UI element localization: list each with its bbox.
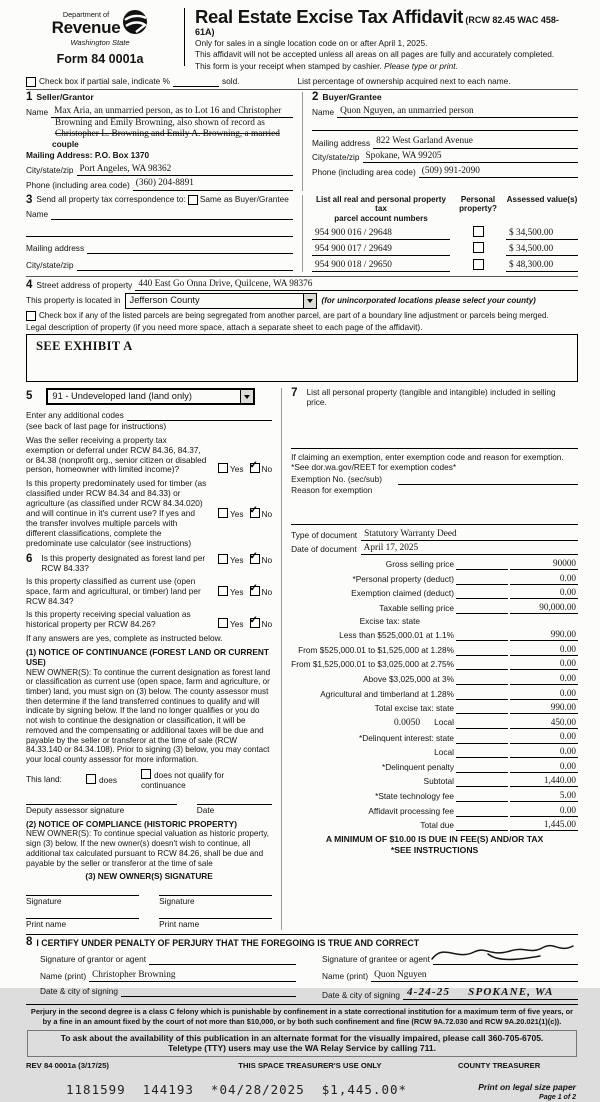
parcel-row xyxy=(312,242,578,256)
dept-of-label: Department of xyxy=(62,10,110,19)
parcel-value-field[interactable]: $ 34,500.00 xyxy=(506,244,578,256)
rcw-reference: (RCW 82.45 WAC 458-61A) xyxy=(195,15,559,37)
seller-buyer-band xyxy=(26,89,578,191)
section-6-forest-question: 6 Is this property designated as forest land per RCW 84.33? Yes ✓ No xyxy=(26,554,272,574)
chevron-down-icon[interactable] xyxy=(303,294,316,307)
county-note: (for unincorporated locations please select your county) xyxy=(321,296,536,306)
section-7-tax-column xyxy=(281,388,578,930)
chevron-down-icon[interactable] xyxy=(240,390,253,403)
subtitle-3: This form is your receipt when stamped by cashier. Please type or print. xyxy=(195,60,458,71)
same-as-buyer-label: Same as Buyer/Grantee xyxy=(199,194,289,205)
doc-type-label: Type of document xyxy=(291,529,358,540)
header-divider xyxy=(184,8,185,66)
tax-value-field[interactable]: 0.00 xyxy=(510,746,578,758)
grantor-name-field[interactable]: Christopher Browning xyxy=(89,970,296,982)
section-5-number: 5 xyxy=(26,389,33,402)
seller-name-line4: couple xyxy=(52,139,79,150)
tax-value-field[interactable]: 1,440.00 xyxy=(510,775,578,787)
street-address-field[interactable]: 440 East Go Onna Drive, Quilcene, WA 98376 xyxy=(135,279,578,291)
tax-value-field[interactable]: 90,000.00 xyxy=(510,602,578,614)
grantee-signature-label: Signature of grantee or agent xyxy=(322,954,430,965)
land-qualify-row: This land: does does not qualify for continuance xyxy=(26,769,225,790)
grantee-signature-block xyxy=(322,950,578,1001)
q-no-checkbox-checked[interactable] xyxy=(250,586,260,596)
seller-mailing-address: Mailing Address: P.O. Box 1370 xyxy=(26,150,150,161)
section-3-number: 3 xyxy=(26,193,33,206)
tax-row-excise-state-header: Excise tax: state xyxy=(359,615,420,626)
tax-row-agricultural: Agricultural and timberland at 1.28% 0.00 xyxy=(320,687,576,699)
parcel-number-field[interactable]: 954 900 018 / 29650 xyxy=(312,260,450,272)
tax-row-local: 0.0050 Local 450.00 xyxy=(394,716,576,728)
buyer-phone-field[interactable]: (509) 991-2090 xyxy=(419,166,578,178)
revenue-logo-icon xyxy=(122,9,148,38)
parcel-personal-checkbox[interactable] xyxy=(473,242,484,253)
segregated-checkbox[interactable] xyxy=(26,311,36,321)
q-no-checkbox-checked[interactable] xyxy=(250,554,260,564)
bottom-band xyxy=(26,1082,578,1102)
same-as-buyer-checkbox[interactable] xyxy=(188,195,198,205)
partial-sale-checkbox[interactable] xyxy=(26,77,36,87)
grantor-name-print-label: Name (print) xyxy=(40,970,87,981)
tax-row-total-state: Total excise tax: state 990.00 xyxy=(374,702,576,714)
legal-description-label: Legal description of property (if you need more space, attach a separate sheet to each page of the affidavit). xyxy=(26,322,423,333)
seller-city-label: City/state/zip xyxy=(26,164,74,175)
corr-city-label: City/state/zip xyxy=(26,259,74,270)
section-8-number: 8 xyxy=(26,936,33,949)
notice-continuance-title: (1) NOTICE OF CONTINUANCE (FOREST LAND OR CURRENT USE) xyxy=(26,646,269,667)
located-in-label: This property is located in xyxy=(26,294,121,305)
does-checkbox[interactable] xyxy=(86,774,96,784)
parcel-number-field[interactable]: 954 900 017 / 29649 xyxy=(312,244,450,256)
tax-value-field[interactable]: 0.00 xyxy=(510,587,578,599)
print-note: Print on legal size paper Page 1 of 2 xyxy=(478,1082,576,1102)
assessor-date-field[interactable]: Date xyxy=(197,804,272,816)
form-revision: REV 84 0001a (3/17/25) xyxy=(26,1060,109,1070)
seller-phone-field[interactable]: (360) 204-8891 xyxy=(133,178,293,190)
footer-row xyxy=(26,1061,578,1070)
additional-codes-label: Enter any additional codes xyxy=(26,410,124,421)
tax-value-field[interactable]: 0.00 xyxy=(510,644,578,656)
main-band xyxy=(26,388,578,930)
tax-row-taxable: Taxable selling price 90,000.00 xyxy=(379,601,576,614)
new-owner-print-field[interactable]: Print name xyxy=(159,918,272,930)
correspondence-parcels-band xyxy=(26,195,578,273)
parcel-row xyxy=(312,259,578,273)
tax-row-exemption-deduct: Exemption claimed (deduct) 0.00 xyxy=(351,587,576,599)
tax-row-tier3: From $1,525,000.01 to $3,025,000 at 2.75% 0.00 xyxy=(291,658,576,670)
q-no-checkbox-checked[interactable] xyxy=(250,463,260,473)
revenue-wordmark: Revenue xyxy=(51,17,121,37)
segregated-label: Check box if any of the listed parcels are being segregated from another parcel, are part of a boundary line adjustment or parcels being merged. xyxy=(39,311,549,321)
q-yes-checkbox[interactable] xyxy=(218,618,228,628)
notice-compliance-title: (2) NOTICE OF COMPLIANCE (HISTORIC PROPERTY) xyxy=(26,818,237,829)
buyer-name-label: Name xyxy=(312,107,335,118)
exemption-intro: If claiming an exemption, enter exemption code and reason for exemption. *See dor.wa.gov/REET for exemption codes* xyxy=(291,451,564,472)
parcel-header-assessed: Assessed value(s) xyxy=(506,194,578,204)
parcel-personal-checkbox[interactable] xyxy=(473,226,484,237)
land-use-selected-value: 91 - Undeveloped land (land only) xyxy=(52,390,192,401)
grantor-signature-field[interactable] xyxy=(149,954,296,965)
seller-name-label: Name xyxy=(26,107,49,118)
historical-question: Is this property receiving special valuation as historical property per RCW 84.26? Yes ✓ No xyxy=(26,610,272,630)
perjury-statement: Perjury in the second degree is a class C felony which is punishable by confinement in a state correctional institution for a maximum term of five years, or by a fine in an amount fixed by the court of not more than $10,000, or by both such confinement and fine (RCW 9A.72.030 and RCW 9A.20.021(1)(c)). xyxy=(26,1004,578,1026)
section-2-buyer xyxy=(302,92,578,191)
tax-value-field[interactable]: 990.00 xyxy=(510,629,578,641)
additional-codes-field[interactable] xyxy=(127,410,272,421)
new-owner-signature-title: (3) NEW OWNER(S) SIGNATURE xyxy=(85,871,213,882)
land-use-dropdown[interactable] xyxy=(46,388,255,405)
section-2-number: 2 xyxy=(312,90,319,103)
tax-value-field[interactable]: 0.00 xyxy=(510,673,578,685)
tax-value-field[interactable]: 450.00 xyxy=(510,717,578,729)
subtitle-2: This affidavit will not be accepted unless all areas on all pages are fully and accurately completed. xyxy=(195,49,555,60)
certification-heading: I CERTIFY UNDER PENALTY OF PERJURY THAT THE FOREGOING IS TRUE AND CORRECT xyxy=(36,937,420,948)
tax-row-tier1: Less than $525,000.01 at 1.1% 990.00 xyxy=(339,629,576,641)
cashier-stamp: 1181599 144193 *04/28/2025 $1,445.00* xyxy=(66,1082,408,1098)
section-1-seller xyxy=(26,92,302,191)
handwritten-date: 4-24-25 xyxy=(406,986,451,999)
tax-row-technology-fee: *State technology fee 5.00 xyxy=(375,789,576,802)
minimum-due-note: A MINIMUM OF $10.00 IS DUE IN FEE(S) AND/OR TAX *SEE INSTRUCTIONS xyxy=(325,834,544,855)
q-yes-checkbox[interactable] xyxy=(218,508,228,518)
grantee-date-city-field[interactable] xyxy=(403,986,578,1000)
section-4-number: 4 xyxy=(26,278,33,291)
new-owner-print-field[interactable]: Print name xyxy=(26,918,139,930)
tax-row-gross: Gross selling price 90000 xyxy=(385,558,576,570)
county-treasurer-label: COUNTY TREASURER xyxy=(457,1060,541,1070)
tax-value-field[interactable]: 0.00 xyxy=(510,761,578,773)
grantee-date-city-label: Date & city of signing xyxy=(322,989,400,1000)
handwritten-city: SPOKANE, WA xyxy=(468,986,554,999)
parcel-table xyxy=(302,195,578,273)
buyer-grantee-title: Buyer/Grantee xyxy=(322,92,382,103)
grantee-name-print-label: Name (print) xyxy=(322,970,369,981)
section-8-certification xyxy=(26,934,578,1000)
county-dropdown[interactable] xyxy=(125,293,317,308)
form-header xyxy=(26,6,578,72)
tax-row-tier4: Above $3,025,000 at 3% 0.00 xyxy=(363,672,576,685)
see-back-note: (see back of last page for instructions) xyxy=(26,421,167,432)
subtitle-1: Only for sales in a single location code on or after April 1, 2025. xyxy=(195,37,428,48)
corr-city-field[interactable] xyxy=(77,260,294,271)
corr-mailing-field[interactable] xyxy=(87,243,293,254)
tax-row-delinquent-interest-local: Local 0.00 xyxy=(434,746,576,758)
tax-value-field[interactable]: 0.00 xyxy=(510,731,578,743)
ownership-note: List percentage of ownership acquired next to each name. xyxy=(297,75,511,86)
reason-for-exemption-label: Reason for exemption xyxy=(291,484,373,495)
grantor-date-city-label: Date & city of signing xyxy=(40,986,118,997)
agency-block xyxy=(26,6,174,72)
q-yes-checkbox[interactable] xyxy=(218,554,228,564)
buyer-name-field[interactable]: Quon Nguyen, an unmarried person xyxy=(337,106,578,118)
doc-date-label: Date of document xyxy=(291,544,357,555)
seller-grantor-title: Seller/Grantor xyxy=(36,92,94,103)
corr-mailing-label: Mailing address xyxy=(26,242,85,253)
buyer-name-extra-field[interactable] xyxy=(312,120,578,131)
partial-sale-row xyxy=(26,77,578,87)
q-yes-checkbox[interactable] xyxy=(218,586,228,596)
tax-value-field[interactable]: 990.00 xyxy=(510,702,578,714)
legal-description-value: SEE EXHIBIT A xyxy=(36,338,133,353)
tax-value-field[interactable]: 0.00 xyxy=(510,805,578,817)
tax-row-affidavit-fee: Affidavit processing fee 0.00 xyxy=(368,804,576,816)
doc-type-field[interactable]: Statutory Warranty Deed xyxy=(361,529,578,541)
grantee-name-field[interactable]: Quon Nguyen xyxy=(371,970,578,982)
tax-computation-table xyxy=(291,558,578,831)
tax-value-field[interactable]: 90000 xyxy=(510,558,578,570)
grantee-signature-field[interactable] xyxy=(433,954,578,965)
section-7-number: 7 xyxy=(291,386,298,399)
assessor-signature-row xyxy=(26,804,272,816)
q-yes-checkbox[interactable] xyxy=(218,463,228,473)
grantor-signature-block xyxy=(40,950,296,1001)
doc-date-field[interactable]: April 17, 2025 xyxy=(361,543,578,555)
county-selected-value: Jefferson County xyxy=(129,295,200,306)
section-3-correspondence xyxy=(26,195,302,273)
seller-city-field[interactable]: Port Angeles, WA 98362 xyxy=(77,164,294,176)
page-title: Real Estate Excise Tax Affidavit xyxy=(195,6,464,27)
current-use-question: Is this property classified as current use (open space, farm and agricultural, or timber) land per RCW 84.34? Yes ✓ No xyxy=(26,577,272,607)
grantor-date-city-field[interactable] xyxy=(121,986,296,997)
treasurer-use-label: THIS SPACE TREASURER'S USE ONLY xyxy=(238,1060,382,1070)
parcel-value-field[interactable]: $ 48,300.00 xyxy=(506,260,578,272)
parcel-value-field[interactable]: $ 34,500.00 xyxy=(506,228,578,240)
title-block xyxy=(195,6,578,72)
tax-row-total-due: Total due 1,445.00 xyxy=(420,819,576,831)
exemption-no-field[interactable] xyxy=(398,474,578,485)
q-no-checkbox-checked[interactable] xyxy=(250,508,260,518)
corr-name-label: Name xyxy=(26,208,49,219)
personal-property-field[interactable] xyxy=(291,438,578,449)
sold-label: sold. xyxy=(221,75,240,86)
new-owner-signature-row xyxy=(26,895,272,907)
corr-name-extra-field[interactable] xyxy=(26,226,293,237)
buyer-city-label: City/state/zip xyxy=(312,152,360,163)
tax-row-delinquent-interest-state: *Delinquent interest: state 0.00 xyxy=(358,731,576,743)
notice-compliance-body: NEW OWNER(S): To continue special valuation as historic property, sign (3) below. If the new owner(s) doesn't wish to continue, all additional tax calculated pursuant to RCW 84.26, shall be due and payable by the seller or transferor at the time of sale xyxy=(26,829,270,868)
tax-value-field[interactable]: 5.00 xyxy=(510,790,578,802)
tax-row-delinquent-penalty: *Delinquent penalty 0.00 xyxy=(382,760,576,772)
tax-value-field[interactable]: 0.00 xyxy=(510,658,578,670)
grantee-signature-ink xyxy=(428,940,576,967)
section-4-property xyxy=(26,276,578,382)
form-number: Form 84 0001a xyxy=(56,51,144,66)
new-owner-signature-field[interactable]: Signature xyxy=(26,895,139,907)
seller-name-line2: Browning and Emily Browning, also shown of record as xyxy=(55,117,265,128)
legal-description-field[interactable] xyxy=(26,334,578,382)
exemption-no-label: Exemption No. (sec/sub) xyxy=(291,473,382,484)
new-owner-signature-field[interactable]: Signature xyxy=(159,895,272,907)
parcel-header-personal: Personal property? xyxy=(459,194,497,214)
tax-row-subtotal: Subtotal 1,440.00 xyxy=(423,775,576,787)
partial-sale-percent-field[interactable] xyxy=(173,86,219,87)
seller-name-line3: Christopher L. Browning and Emily A. Browning, a married xyxy=(55,129,280,140)
parcel-table-header: List all real and personal property tax parcel account numbers Personal property? Assessed value(s) xyxy=(316,194,578,223)
seller-name-field[interactable]: Max Aria, an unmarried person, as to Lot 16 and Christopher xyxy=(51,106,293,118)
buyer-mailing-field[interactable]: 822 West Garland Avenue xyxy=(373,136,578,148)
tax-row-personal-deduct: *Personal property (deduct) 0.00 xyxy=(352,572,576,584)
q-no-checkbox-checked[interactable] xyxy=(250,618,260,628)
tax-value-field[interactable]: 0.00 xyxy=(510,573,578,585)
tax-row-tier2: From $525,000.01 to $1,525,000 at 1.28% 0.00 xyxy=(298,643,576,655)
timber-agriculture-question: Is this property predominately used for timber (as classified under RCW 84.34 and 84.33) or agriculture (as classified under RCW 84.34.020) and will continue in it's current use? If yes and the transfer involves multiple parcels with different classifications, complete the predominate use calculator (see instructions) Yes ✓ No xyxy=(26,479,272,549)
notice-continuance-body: NEW OWNER(S): To continue the current designation as forest land or classification as current use (open space, farm and agriculture, or timber) land, you must sign on (3) below. The county assessor must then determine if the land transferred continues to qualify and will indicate by signing below. If the land no longer qualifies or you do not wish to continue the designation or classification, it will be removed and the compensating or additional taxes will be due and payable by the seller or transferor at the time of sale (RCW 84.33.140 or 84.34.108). Prior to signing (3) below, you may contact your local county assessor for more information. xyxy=(26,667,271,764)
deputy-assessor-signature-field[interactable]: Deputy assessor signature xyxy=(26,804,177,816)
page-number: Page 1 of 2 xyxy=(539,1094,576,1102)
buyer-city-field[interactable]: Spokane, WA 99205 xyxy=(363,151,579,163)
tax-value-field[interactable]: 1,445.00 xyxy=(510,819,578,831)
local-rate-value: 0.0050 xyxy=(394,717,421,728)
buyer-mailing-label: Mailing address xyxy=(312,137,371,148)
new-owner-print-row xyxy=(26,918,272,930)
tax-value-field[interactable]: 0.00 xyxy=(510,688,578,700)
parcel-personal-checkbox[interactable] xyxy=(473,259,484,270)
this-land-label: This land: xyxy=(26,773,62,784)
section-1-number: 1 xyxy=(26,90,33,103)
parcel-number-field[interactable]: 954 900 016 / 29648 xyxy=(312,228,450,240)
parcel-row xyxy=(312,226,578,240)
reason-for-exemption-field[interactable] xyxy=(291,514,578,525)
correspondence-label: Send all property tax correspondence to: xyxy=(36,194,186,205)
grantor-signature-label: Signature of grantor or agent xyxy=(40,954,147,965)
washington-state-label: Washington State xyxy=(70,37,130,47)
seller-phone-label: Phone (including area code) xyxy=(26,179,130,190)
buyer-phone-label: Phone (including area code) xyxy=(312,166,416,177)
sections-5-6-column xyxy=(26,388,281,930)
partial-sale-label: Check box if partial sale, indicate % xyxy=(39,75,170,86)
parcel-header-col1: List all real and personal property tax xyxy=(316,194,446,214)
corr-name-field[interactable] xyxy=(51,209,293,220)
exemption-deferral-question: Was the seller receiving a property tax exemption or deferral under RCW 84.36, 84.37, or 84.38 (nonprofit org., senior citizen or disabled person, homeowner with limited income)? Yes ✓ No xyxy=(26,436,272,476)
personal-property-intro: List all personal property (tangible and intangible) included in selling price. xyxy=(306,386,556,407)
alternate-format-notice: To ask about the availability of this publication in an alternate format for the visually impaired, please call 360-705-6705. Teletype (TTY) users may use the WA Relay Service by calling 711. xyxy=(27,1030,577,1057)
street-address-label: Street address of property xyxy=(36,280,133,291)
answers-yes-note: If any answers are yes, complete as instructed below. xyxy=(26,632,223,643)
section-6-number: 6 xyxy=(26,552,33,565)
does-not-checkbox[interactable] xyxy=(141,769,151,779)
